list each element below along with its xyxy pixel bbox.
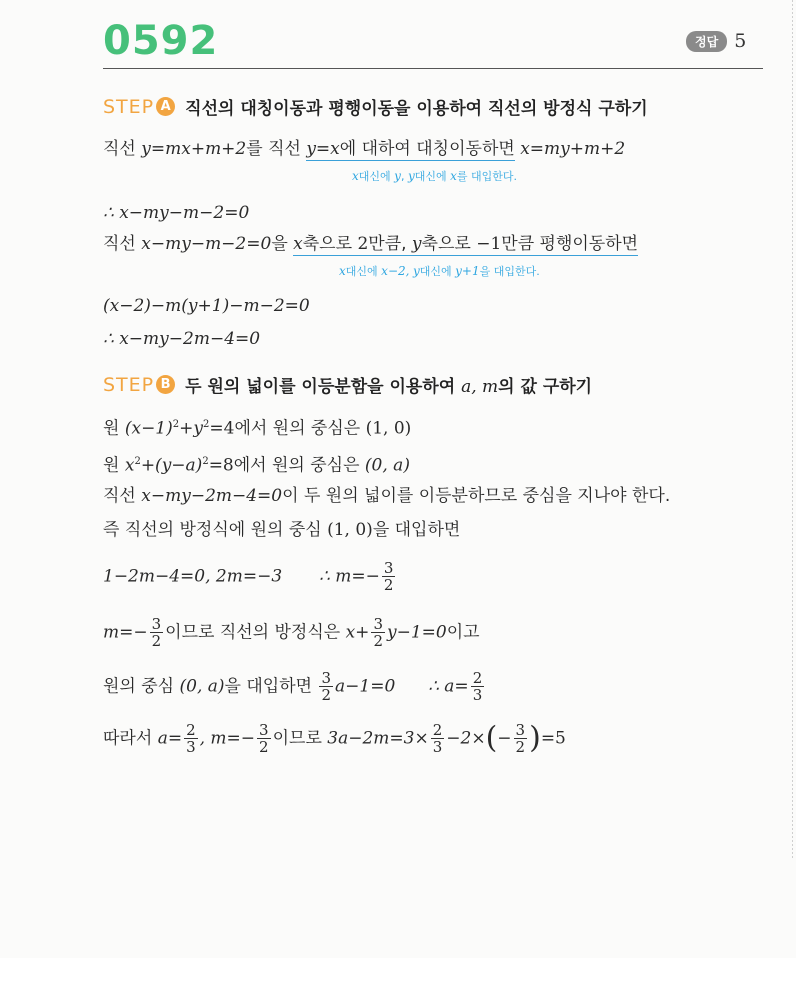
text: 를 직선: [246, 139, 301, 159]
text: 이고: [446, 622, 480, 643]
equation: =8: [208, 455, 234, 476]
solution-line-b8: [103, 722, 566, 755]
answer-badge: 정답: [686, 31, 727, 52]
note-text: 대신에: [358, 170, 391, 183]
note-math: y+1: [455, 264, 480, 278]
note-text: 를 대입한다.: [456, 170, 518, 183]
text: 을 대입하면: [224, 676, 313, 697]
solution-line-a5: [103, 327, 260, 351]
page-edge-line: [792, 0, 793, 860]
step-b-label: STEP: [103, 373, 155, 396]
solution-line-b7: [103, 670, 486, 703]
equation: (1, 0): [365, 418, 412, 439]
text: 원: [103, 418, 120, 439]
equation: x+: [345, 622, 370, 643]
step-b-title-math: a, m: [461, 377, 499, 397]
equation: y=mx+m+2: [141, 139, 247, 159]
equation: 3a−2m=3×: [327, 728, 429, 749]
exponent: 2: [134, 456, 141, 467]
text: 만큼 평행이동하면: [501, 234, 639, 254]
text: 즉 직선의 방정식에 원의 중심: [103, 520, 322, 540]
solution-line-b3: [103, 484, 670, 508]
equation: +(y−a): [140, 455, 203, 476]
note-math: y: [412, 264, 420, 278]
text: 직선: [103, 139, 136, 159]
equation: 2: [357, 234, 369, 254]
step-a-badge: A: [156, 97, 175, 116]
solution-line-b5: [103, 560, 397, 593]
solution-line-a1: [103, 137, 625, 161]
text: 이므로 직선의 방정식은: [165, 622, 341, 643]
text: 에 대하여 대칭이동하면: [339, 139, 515, 159]
step-b-title: [185, 372, 592, 397]
text: 축으로: [302, 234, 353, 254]
step-a-heading: [103, 94, 648, 119]
step-a-title: 직선의 대칭이동과 평행이동을 이용하여 직선의 방정식 구하기: [185, 99, 648, 119]
fraction: $\frac{3}{2}$: [259, 721, 269, 756]
equation: =5: [540, 728, 566, 749]
note-math: y: [407, 169, 415, 183]
fraction: $\frac{3}{2}$: [515, 721, 526, 756]
equation: ∴ a=: [428, 676, 469, 697]
equation: (1, 0): [327, 520, 373, 540]
solution-line-b4: [103, 518, 460, 542]
equation: ∴ x−my−m−2=0: [103, 203, 250, 223]
text: 따라서: [103, 728, 153, 749]
annotation-note-2: [339, 263, 540, 279]
equation: y: [411, 234, 422, 254]
equation: −1: [476, 234, 502, 254]
equation: +y: [179, 418, 203, 439]
note-math: x−2,: [381, 264, 410, 278]
text: 원: [103, 455, 120, 476]
fraction: $\frac{3}{2}$: [151, 615, 162, 650]
equation: −2×: [446, 728, 486, 749]
fraction: $\frac{3}{2}$: [373, 615, 383, 650]
text: 직선: [103, 234, 136, 254]
answer-value: 5: [734, 30, 747, 52]
fraction: $\frac{3}{2}$: [383, 559, 394, 594]
text: 만큼,: [368, 234, 407, 254]
step-b-title-text: 두 원의 넓이를 이등분함을 이용하여: [185, 377, 456, 397]
note-math: x: [450, 169, 457, 183]
note-text: ,: [400, 170, 405, 183]
equation: y−1=0: [386, 622, 447, 643]
equation: 1−2m−4=0, 2m=−3: [103, 566, 283, 587]
step-b-heading: [103, 372, 592, 397]
solution-line-b6: [103, 616, 480, 649]
note-math: y: [394, 169, 401, 183]
fraction: $\frac{3}{2}$: [321, 669, 331, 704]
note-math: x: [352, 169, 359, 183]
equation: (0, a): [179, 676, 225, 697]
text: 이므로: [272, 728, 322, 749]
paren: (: [485, 720, 498, 756]
equation: x: [124, 455, 135, 476]
step-b-badge: B: [156, 375, 175, 394]
text: 을: [271, 234, 288, 254]
note-math: x: [339, 264, 346, 278]
equation: x−my−2m−4=0: [141, 486, 283, 506]
fraction: $\frac{2}{3}$: [186, 721, 196, 756]
solution-line-a3: [103, 232, 638, 256]
solution-line-a4: [103, 294, 310, 318]
fraction: $\frac{2}{3}$: [472, 669, 483, 704]
equation: (x−2)−m(y+1)−m−2=0: [103, 296, 310, 316]
paren: ): [529, 720, 541, 756]
solution-line-b1: [103, 413, 411, 441]
equation: a−1=0: [335, 676, 396, 697]
note-text: 대신에: [419, 265, 452, 278]
problem-number: 0592: [103, 18, 219, 64]
equation: , m=−: [199, 728, 256, 749]
equation: a=: [157, 728, 183, 749]
solution-line-b2: [103, 450, 410, 478]
text: 에서 원의 중심은: [233, 455, 360, 476]
note-text: 대신에: [345, 265, 378, 278]
note-text: 을 대입한다.: [479, 265, 540, 278]
answer-area: [686, 30, 746, 52]
exponent: 2: [172, 419, 180, 430]
fraction: $\frac{2}{3}$: [432, 721, 443, 756]
exponent: 2: [202, 456, 209, 467]
equation: =4: [209, 418, 235, 439]
text: 을 대입하면: [372, 520, 461, 540]
equation: y=x: [306, 139, 340, 159]
equation: (0, a): [364, 455, 410, 476]
exponent: 2: [203, 419, 210, 430]
text: 원의 중심: [103, 676, 175, 697]
solution-line-a2: [103, 201, 249, 225]
step-b-title-text: 의 값 구하기: [498, 377, 593, 397]
equation: (x−1): [124, 418, 173, 439]
annotation-note-1: [352, 168, 517, 184]
step-a-label: STEP: [103, 95, 155, 118]
equation: x−my−m−2=0: [141, 234, 272, 254]
equation: ∴ x−my−2m−4=0: [103, 329, 261, 349]
equation: x=my+m+2: [520, 139, 626, 159]
equation: x: [293, 234, 303, 254]
note-text: 대신에: [414, 170, 447, 183]
text: 축으로: [421, 234, 471, 254]
text: 직선: [103, 486, 136, 506]
header-divider: [103, 68, 763, 69]
equation: ∴ m=−: [318, 566, 380, 587]
equation: m=−: [103, 622, 148, 643]
equation: −: [497, 728, 512, 749]
text: 이 두 원의 넓이를 이등분하므로 중심을 지나야 한다.: [282, 486, 671, 506]
text: 에서 원의 중심은: [234, 418, 361, 439]
